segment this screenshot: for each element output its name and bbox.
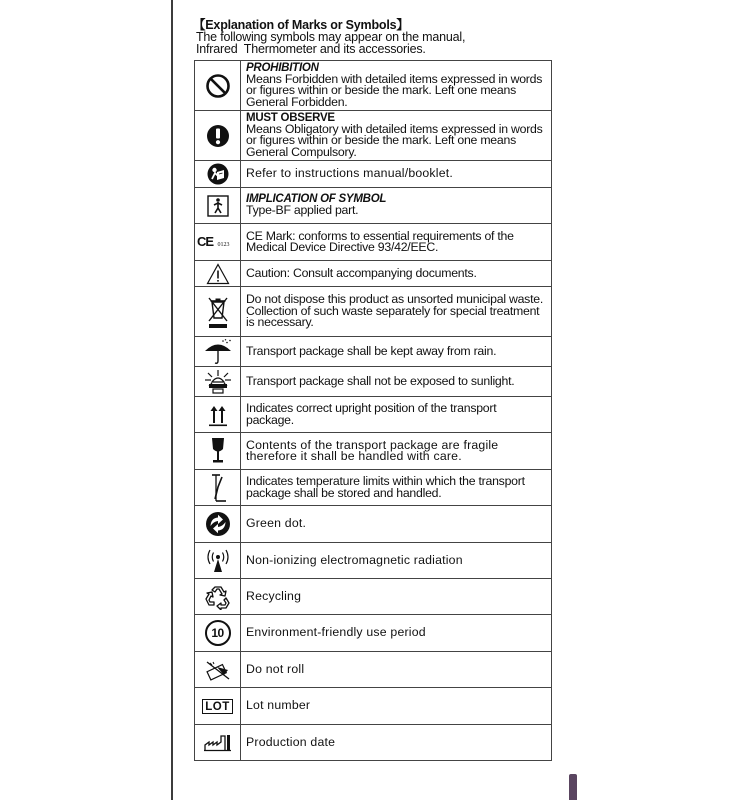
do-not-roll-icon — [204, 659, 232, 681]
type-bf-applied-part-icon — [207, 195, 229, 217]
symbol-row-this-way-up — [195, 397, 552, 433]
symbol-heading: PROHIBITION — [246, 61, 319, 74]
symbol-description: Caution: Consult accompanying documents. — [246, 265, 477, 280]
symbol-description: Transport package shall be kept away from rain. — [246, 343, 497, 358]
use-period-years: 10 — [211, 626, 224, 640]
recycling-icon — [204, 584, 232, 610]
symbol-row-type-bf — [195, 188, 552, 224]
symbol-description: Type-BF applied part. — [246, 203, 359, 218]
green-dot-icon — [205, 511, 231, 537]
symbol-row-non-ionizing-radiation — [195, 543, 552, 579]
symbol-row-environment-friendly-use-period — [195, 615, 552, 652]
symbol-description: Refer to instructions manual/booklet. — [246, 166, 453, 181]
ce-mark-letters: CE — [197, 234, 214, 249]
symbol-row-keep-from-sunlight — [195, 367, 552, 397]
symbol-row-keep-dry — [195, 337, 552, 367]
caution-triangle-icon — [206, 263, 230, 285]
mandatory-action-icon — [206, 124, 230, 148]
symbol-description: Recycling — [246, 588, 302, 603]
symbol-description: Environment-friendly use period — [246, 625, 426, 640]
symbol-row-prohibition — [195, 61, 552, 111]
intro-line: Infrared Thermometer and its accessories. — [196, 42, 426, 56]
fragile-glass-icon — [208, 436, 228, 466]
symbol-row-instructions — [195, 161, 552, 188]
symbol-description: Means Forbidden with detailed items expressed in words or figures within or beside the mark. Left one means General Forbidden. — [246, 71, 543, 109]
temperature-limit-icon — [208, 473, 228, 503]
intro-line: The following symbols may appear on the manual, — [196, 30, 466, 44]
symbol-description: Production date — [246, 734, 336, 749]
ce-mark-icon — [195, 233, 240, 251]
section-intro — [196, 31, 526, 55]
symbol-description: Transport package shall not be exposed to sunlight. — [246, 373, 515, 388]
symbol-row-do-not-roll — [195, 652, 552, 688]
section-title: 【Explanation of Marks or Symbols】 — [193, 18, 409, 32]
lot-number-icon — [202, 699, 233, 714]
symbol-description: Non-ionizing electromagnetic radiation — [246, 552, 463, 567]
page-tab-marker — [569, 774, 577, 800]
symbol-row-fragile — [195, 433, 552, 470]
prohibition-icon — [205, 73, 231, 99]
symbol-row-green-dot — [195, 506, 552, 543]
symbol-row-recycling — [195, 579, 552, 615]
symbol-description: Lot number — [246, 698, 311, 713]
weee-crossed-bin-icon — [206, 294, 230, 330]
notified-body-number: 0123 — [217, 242, 230, 248]
symbol-description: CE Mark: conforms to essential requirements of the Medical Device Directive 93/42/EEC. — [246, 228, 514, 254]
keep-away-from-sunlight-icon — [203, 369, 233, 395]
symbol-row-must-observe — [195, 111, 552, 161]
symbol-description: Indicates correct upright position of the transport package. — [246, 401, 497, 427]
keep-dry-umbrella-icon — [203, 339, 233, 365]
symbol-row-production-date — [195, 725, 552, 761]
symbol-description: Means Obligatory with detailed items expressed in words or figures within or beside the mark. Left one means General Compulsory. — [246, 121, 543, 159]
symbol-description: Contents of the transport package are fragile therefore it shall be handled with care. — [246, 437, 499, 463]
symbol-heading: MUST OBSERVE — [246, 111, 335, 124]
symbol-description: Indicates temperature limits within which the transport package shall be stored and handled. — [246, 474, 525, 500]
symbol-row-weee — [195, 287, 552, 337]
symbol-row-ce-mark — [195, 224, 552, 261]
symbols-table — [194, 60, 552, 761]
environment-friendly-use-period-icon — [205, 620, 231, 646]
symbol-description: Do not dispose this product as unsorted municipal waste. Collection of such waste separately for special treatment is necessary. — [246, 292, 544, 330]
non-ionizing-radiation-icon — [203, 548, 233, 574]
production-date-icon — [203, 732, 233, 754]
page-left-edge-line — [171, 0, 173, 800]
symbol-description: Green dot. — [246, 516, 307, 531]
symbol-row-lot-number — [195, 688, 552, 725]
this-way-up-arrows-icon — [206, 403, 230, 427]
lot-label: LOT — [205, 701, 230, 713]
symbol-description: Do not roll — [246, 661, 305, 676]
instruction-manual-icon — [207, 163, 229, 185]
symbol-row-temperature-limit — [195, 470, 552, 506]
symbol-row-caution — [195, 261, 552, 287]
symbol-heading: IMPLICATION OF SYMBOL — [246, 193, 387, 206]
